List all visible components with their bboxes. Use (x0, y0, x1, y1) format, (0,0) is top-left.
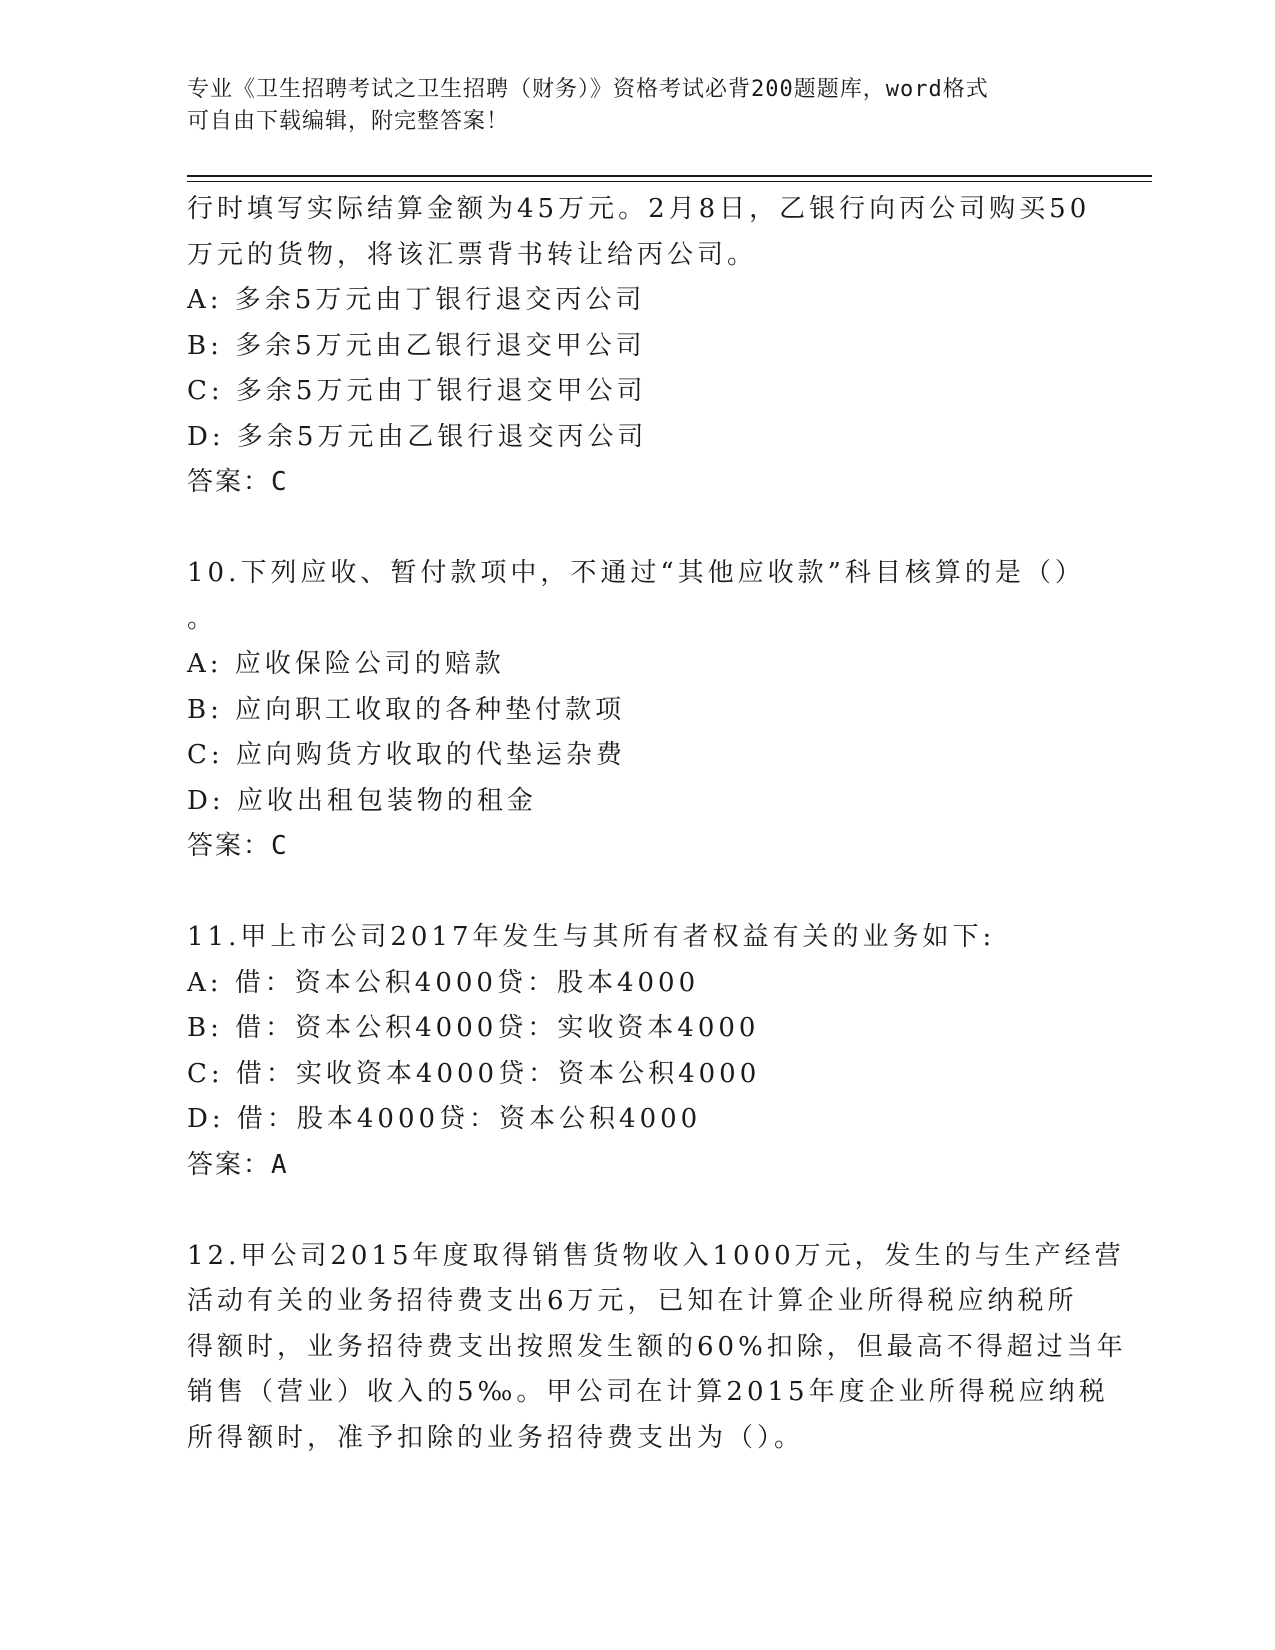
option-b: B: 借：资本公积4000贷：实收资本4000 (187, 1013, 760, 1043)
spacer (187, 1188, 1087, 1234)
option-b: B: 应向职工收取的各种垫付款项 (187, 694, 626, 725)
document-body (187, 187, 1127, 1461)
header-rule-thin (187, 181, 1152, 182)
question-10 (187, 551, 1087, 870)
question-text-line: 10.下列应收、暂付款项中，不通过“其他应收款”科目核算的是（） (187, 558, 1085, 588)
option-a: A: 多余5万元由丁银行退交丙公司 (187, 285, 646, 315)
question-text-line: 所得额时，准予扣除的业务招待费支出为（）。 (187, 1422, 805, 1453)
question-9-tail (187, 187, 1091, 506)
question-text-line: 12.甲公司2015年度取得销售货物收入1000万元，发生的与生产经营 (187, 1240, 1125, 1271)
option-a: A: 借：资本公积4000贷：股本4000 (187, 967, 700, 998)
option-c: C: 多余5万元由丁银行退交甲公司 (187, 376, 647, 406)
question-text-line: 得额时，业务招待费支出按照发生额的60%扣除，但最高不得超过当年 (187, 1331, 1127, 1362)
question-11 (187, 915, 1087, 1188)
question-text-line: 万元的货物，将该汇票背书转让给丙公司。 (187, 239, 758, 270)
answer: 答案：C (187, 831, 289, 861)
document-header (187, 74, 1087, 138)
question-text-line: 11.甲上市公司2017年发生与其所有者权益有关的业务如下: (187, 922, 996, 952)
option-c: C: 借：实收资本4000贷：资本公积4000 (187, 1058, 761, 1089)
option-b: B: 多余5万元由乙银行退交甲公司 (187, 330, 646, 361)
header-line-2: 可自由下载编辑，附完整答案！ (187, 109, 510, 134)
spacer (187, 506, 1087, 552)
option-d: D: 多余5万元由乙银行退交丙公司 (187, 421, 648, 452)
question-text-line: 。 (187, 603, 218, 634)
option-c: C: 应向购货方收取的代垫运杂费 (187, 740, 626, 770)
header-rule-thick (187, 175, 1152, 177)
question-12 (187, 1234, 1127, 1462)
question-text-line: 行时填写实际结算金额为45万元。2月8日，乙银行向丙公司购买50 (187, 194, 1091, 224)
answer: 答案：C (187, 467, 289, 497)
header-line-1: 专业《卫生招聘考试之卫生招聘（财务）》资格考试必背200题题库，word格式 (187, 77, 989, 102)
option-d: D: 借：股本4000贷：资本公积4000 (187, 1104, 702, 1134)
option-d: D: 应收出租包装物的租金 (187, 785, 537, 816)
question-text-line: 销售（营业）收入的5‰。甲公司在计算2015年度企业所得税应纳税 (187, 1377, 1109, 1407)
spacer (187, 870, 1087, 916)
question-text-line: 活动有关的业务招待费支出6万元，已知在计算企业所得税应纳税所 (187, 1286, 1078, 1316)
option-a: A: 应收保险公司的赔款 (187, 649, 505, 679)
answer: 答案：A (187, 1149, 289, 1180)
